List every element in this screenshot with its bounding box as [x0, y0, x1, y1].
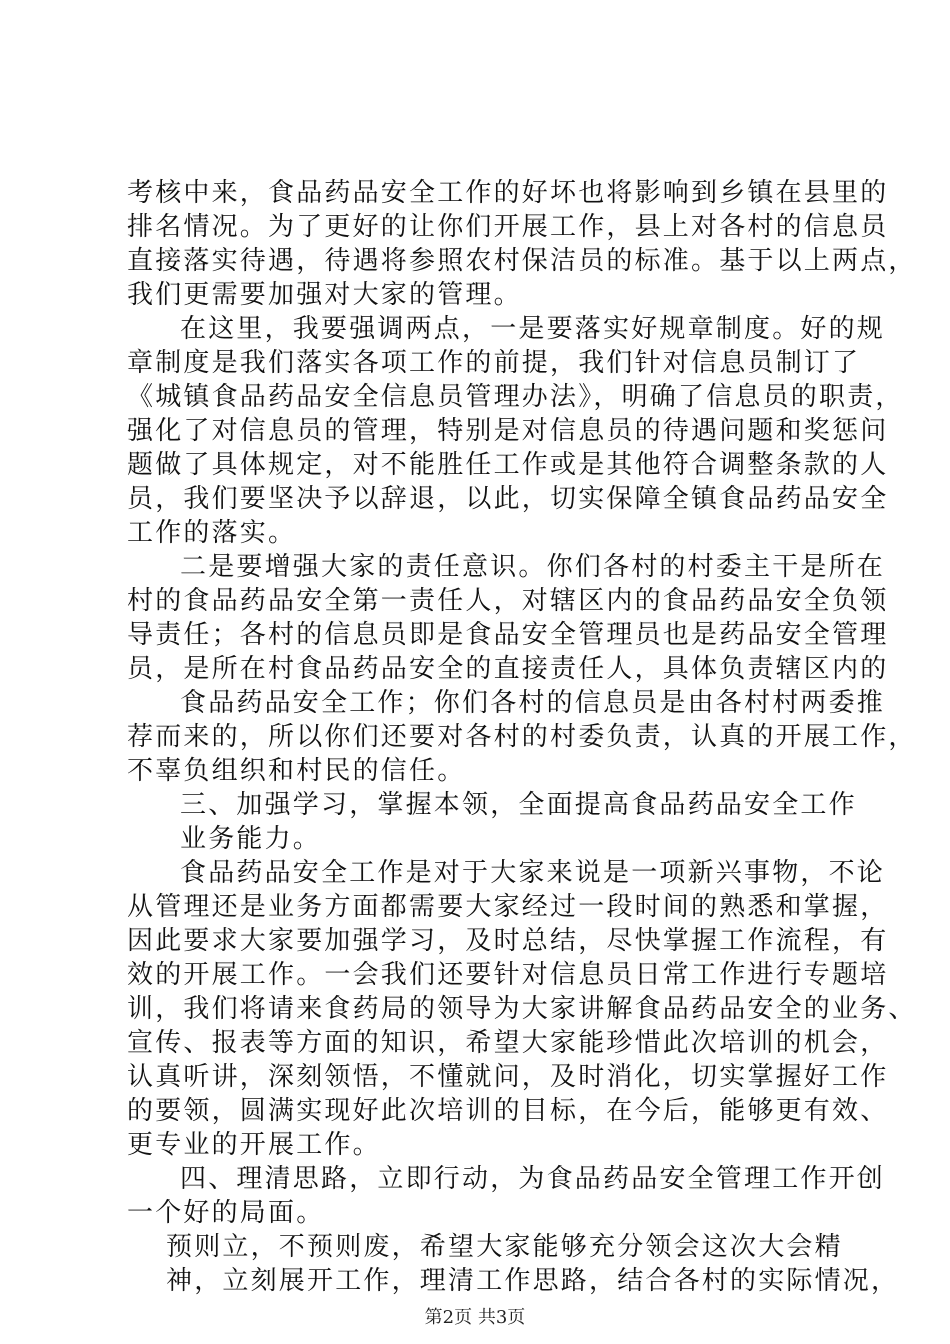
text-line: 认真听讲，深刻领悟，不懂就问，及时消化，切实掌握好工作 [127, 1062, 889, 1092]
text-line: 荐而来的，所以你们还要对各村的村委负责，认真的开展工作， [127, 722, 917, 752]
text-line: 食品药品安全工作是对于大家来说是一项新兴事物，不论 [180, 858, 886, 888]
text-line: 员，是所在村食品药品安全的直接责任人，具体负责辖区内的 [127, 654, 889, 684]
text-line: 强化了对信息员的管理，特别是对信息员的待遇问题和奖惩问 [127, 416, 889, 446]
text-line: 食品药品安全工作；你们各村的信息员是由各村村两委推 [180, 688, 886, 718]
text-line: 因此要求大家要加强学习，及时总结，尽快掌握工作流程，有 [127, 926, 889, 956]
text-line: 二是要增强大家的责任意识。你们各村的村委主干是所在 [180, 552, 886, 582]
text-line: 更专业的开展工作。 [127, 1130, 381, 1160]
text-line: 预则立，不预则废，希望大家能够充分领会这次大会精 [166, 1232, 843, 1262]
text-line: 训，我们将请来食药局的领导为大家讲解食品药品安全的业务、 [127, 994, 917, 1024]
text-line: 《城镇食品药品安全信息员管理办法》，明确了信息员的职责， [127, 382, 904, 412]
page-footer: 第2页 共3页 [424, 1307, 526, 1328]
text-line: 章制度是我们落实各项工作的前提，我们针对信息员制订了 [127, 348, 861, 378]
text-line: 工作的落实。 [127, 518, 297, 548]
text-line: 排名情况。为了更好的让你们开展工作，县上对各村的信息员 [127, 212, 889, 242]
text-line: 不辜负组织和村民的信任。 [127, 756, 466, 786]
text-line: 效的开展工作。一会我们还要针对信息员日常工作进行专题培 [127, 960, 889, 990]
text-line: 直接落实待遇，待遇将参照农村保洁员的标准。基于以上两点， [127, 246, 917, 276]
text-line: 题做了具体规定，对不能胜任工作或是其他符合调整条款的人 [127, 450, 889, 480]
text-line: 考核中来，食品药品安全工作的好坏也将影响到乡镇在县里的 [127, 178, 889, 208]
text-line: 我们更需要加强对大家的管理。 [127, 280, 522, 310]
text-line: 村的食品药品安全第一责任人，对辖区内的食品药品安全负领 [127, 586, 889, 616]
section-heading: 一个好的局面。 [127, 1198, 325, 1228]
text-line: 宣传、报表等方面的知识，希望大家能珍惜此次培训的机会， [127, 1028, 889, 1058]
section-heading: 四、理清思路，立即行动，为食品药品安全管理工作开创 [180, 1164, 886, 1194]
text-line: 神，立刻展开工作，理清工作思路，结合各村的实际情况， [166, 1266, 900, 1296]
text-line: 的要领，圆满实现好此次培训的目标，在今后，能够更有效、 [127, 1096, 889, 1126]
text-line: 员，我们要坚决予以辞退，以此，切实保障全镇食品药品安全 [127, 484, 889, 514]
section-heading: 三、加强学习，掌握本领，全面提高食品药品安全工作 [180, 790, 857, 820]
text-line: 在这里，我要强调两点，一是要落实好规章制度。好的规 [180, 314, 886, 344]
section-heading: 业务能力。 [180, 824, 322, 854]
text-line: 从管理还是业务方面都需要大家经过一段时间的熟悉和掌握， [127, 892, 889, 922]
text-line: 导责任；各村的信息员即是食品安全管理员也是药品安全管理 [127, 620, 889, 650]
